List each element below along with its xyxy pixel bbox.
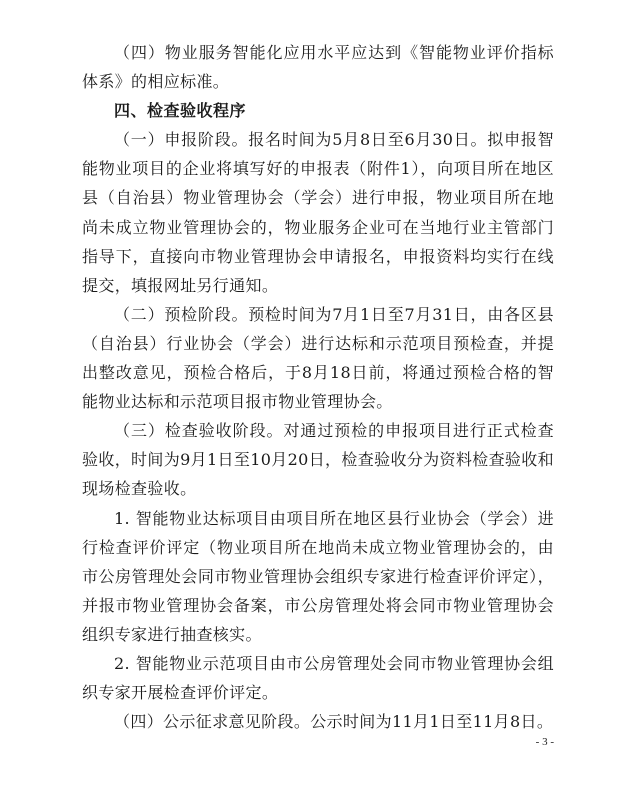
paragraph-standard-project-item: 1. 智能物业达标项目由项目所在地区县行业协会（学会）进行检查评价评定（物业项目所在地尚未成立物业管理协会的，由市公房管理处会同市物业管理协会组织专家进行检查评价评定），并报市物业管理协会备案，市公房管理处将会同市物业管理协会组织专家进行抽查核实。 bbox=[82, 508, 554, 644]
paragraph-application-stage: （一）申报阶段。报名时间为5月8日至6月30日。拟申报智能物业项目的企业将填写好的申报表（附件1），向项目所在地区县（自治县）物业管理协会（学会）进行申报，物业项目所在地尚未成立物业管理协会的，物业服务企业可在当地行业主管部门指导下，直接向市物业管理协会申请报名，申报资料均实行在线提交，填报网址另行通知。 bbox=[82, 130, 554, 295]
section-heading-inspection: 四、检查验收程序 bbox=[114, 101, 247, 121]
document-body bbox=[82, 38, 554, 736]
paragraph-publicity-stage: （四）公示征求意见阶段。公示时间为11月1日至11月8日。 bbox=[114, 712, 554, 732]
paragraph-pre-inspection-stage: （二）预检阶段。预检时间为7月1日至7月31日，由各区县（自治县）行业协会（学会）进行达标和示范项目预检查，并提出整改意见，预检合格后，于8月18日前，将通过预检合格的智能物业达标和示范项目报市物业管理协会。 bbox=[82, 304, 554, 412]
paragraph-service-standard: （四）物业服务智能化应用水平应达到《智能物业评价指标体系》的相应标准。 bbox=[82, 43, 554, 92]
page-number: - 3 - bbox=[535, 736, 554, 748]
paragraph-acceptance-stage: （三）检查验收阶段。对通过预检的申报项目进行正式检查验收，时间为9月1日至10月20日，检查验收分为资料检查验收和现场检查验收。 bbox=[82, 421, 554, 499]
paragraph-demo-project-item: 2. 智能物业示范项目由市公房管理处会同市物业管理协会组织专家开展检查评价评定。 bbox=[82, 653, 554, 703]
